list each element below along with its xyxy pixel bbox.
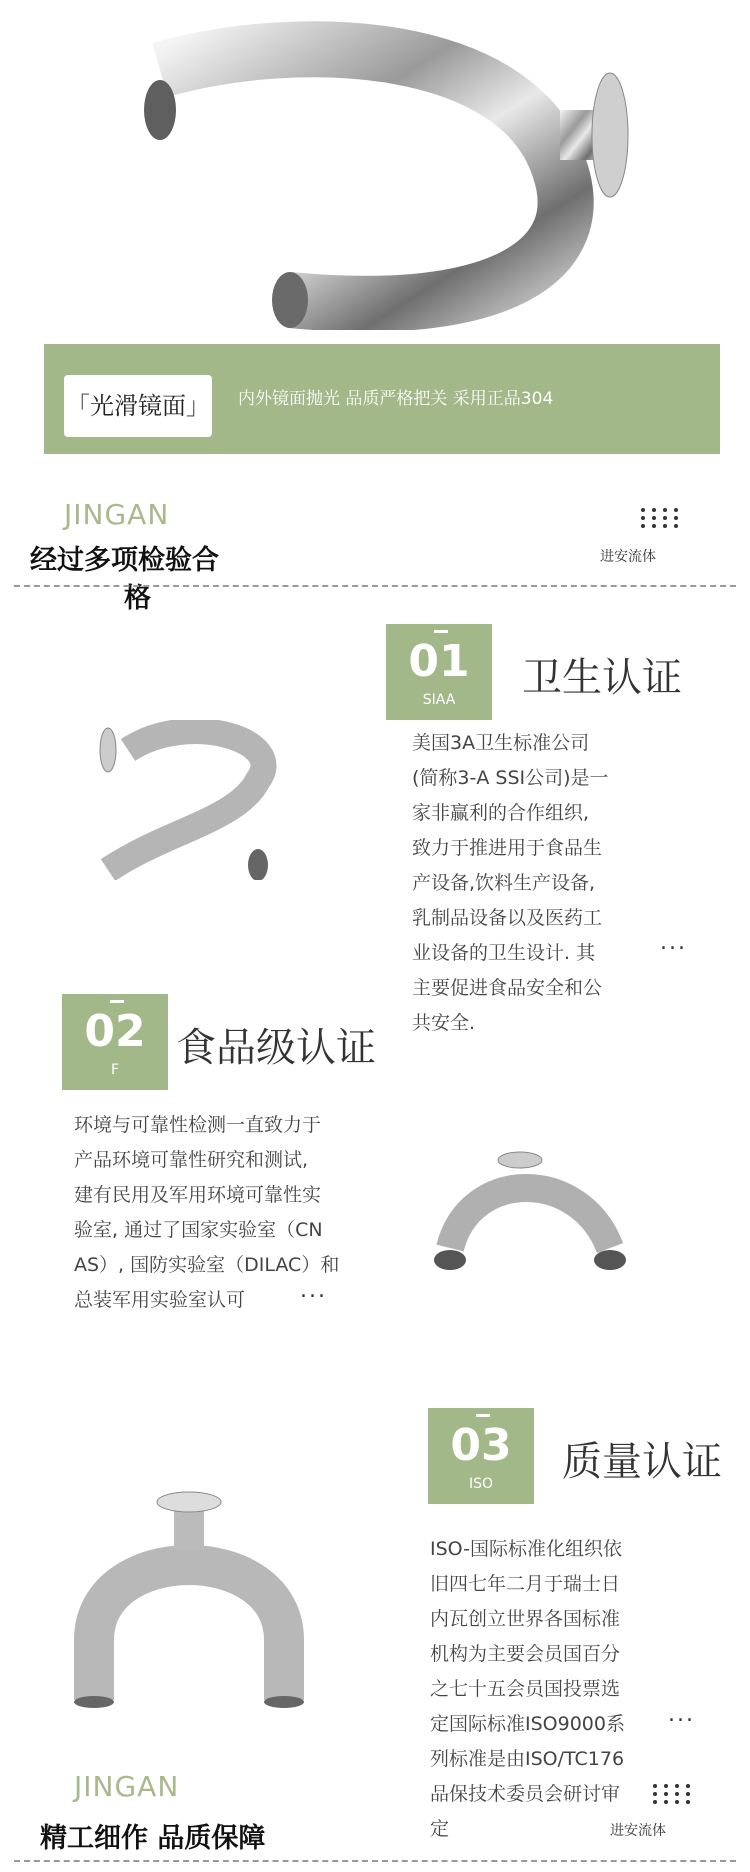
divider — [14, 1860, 736, 1862]
cert-number: 01 — [386, 624, 492, 684]
hero-product-image — [0, 0, 750, 330]
cert-line: 定 — [430, 1818, 450, 1840]
brand-label: JINGAN — [64, 498, 170, 531]
more-ellipsis: ... — [300, 1278, 327, 1303]
more-ellipsis: ... — [668, 1702, 695, 1727]
cert-description — [412, 726, 609, 1041]
more-ellipsis: ... — [660, 930, 687, 955]
dot-grid-icon — [640, 506, 684, 534]
product-image-small — [64, 1480, 324, 1724]
product-image-small — [88, 720, 298, 884]
cert-number: 03 — [428, 1408, 534, 1468]
cert-number: 02 — [62, 994, 168, 1054]
company-label: 进安流体 — [600, 549, 656, 565]
cert-line: 列标准是由ISO/TC176 — [430, 1748, 625, 1770]
cert-line: 旧四七年二月于瑞士日 — [430, 1573, 621, 1595]
cert-line: 产品环境可靠性研究和测试, — [74, 1149, 309, 1171]
cert-line: 建有民用及军用环境可靠性实 — [74, 1184, 322, 1206]
cert-line: 环境与可靠性检测一直致力于 — [74, 1114, 322, 1136]
feature-tag: 「光滑镜面」 — [64, 375, 212, 437]
cert-line: 总装军用实验室认可 — [74, 1289, 246, 1311]
section-heading: 经过多项检验合 — [30, 545, 219, 576]
cert-abbr: SIAA — [422, 692, 456, 708]
cert-description — [430, 1532, 625, 1847]
cert-abbr: F — [110, 1062, 120, 1078]
cert-line: 致力于推进用于食品生 — [412, 837, 603, 859]
cert-number-badge — [386, 624, 492, 720]
brand-label: JINGAN — [74, 1770, 180, 1803]
cert-line: 乳制品设备以及医药工 — [412, 907, 603, 929]
cert-line: 美国3A卫生标准公司 — [412, 732, 590, 754]
cert-line: ISO-国际标准化组织依 — [430, 1538, 623, 1560]
cert-number-badge — [62, 994, 168, 1090]
company-label: 进安流体 — [610, 1823, 666, 1839]
cert-line: 共安全. — [412, 1012, 476, 1034]
cert-line: 机构为主要会员国百分 — [430, 1643, 621, 1665]
cert-line: 内瓦创立世界各国标准 — [430, 1608, 621, 1630]
dot-grid-icon — [652, 1782, 696, 1810]
cert-title: 食品级认证 — [176, 1025, 376, 1071]
feature-description: 内外镜面抛光 品质严格把关 采用正品304 — [238, 389, 554, 409]
cert-line: 家非赢利的合作组织, — [412, 802, 590, 824]
cert-title: 卫生认证 — [522, 655, 682, 701]
cert-line: 品保技术委员会研讨审 — [430, 1783, 621, 1805]
cert-line: 之七十五会员国投票选 — [430, 1678, 621, 1700]
cert-line: AS）, 国防实验室（DILAC）和 — [74, 1254, 340, 1276]
cert-line: 主要促进食品安全和公 — [412, 977, 603, 999]
cert-line: 定国际标准ISO9000系 — [430, 1713, 625, 1735]
product-image-small — [430, 1148, 640, 1292]
cert-line: (简称3-A SSI公司)是一 — [412, 767, 609, 789]
divider — [14, 585, 736, 587]
cert-line: 验室, 通过了国家实验室（CN — [74, 1219, 323, 1241]
cert-number-badge — [428, 1408, 534, 1504]
cert-line: 产设备,饮料生产设备, — [412, 872, 596, 894]
cert-abbr: ISO — [468, 1476, 494, 1492]
section-heading-cont: 格 — [124, 583, 151, 614]
cert-line: 业设备的卫生设计. 其 — [412, 942, 596, 964]
cert-title: 质量认证 — [562, 1439, 722, 1485]
section-heading: 精工细作 品质保障 — [40, 1823, 266, 1854]
